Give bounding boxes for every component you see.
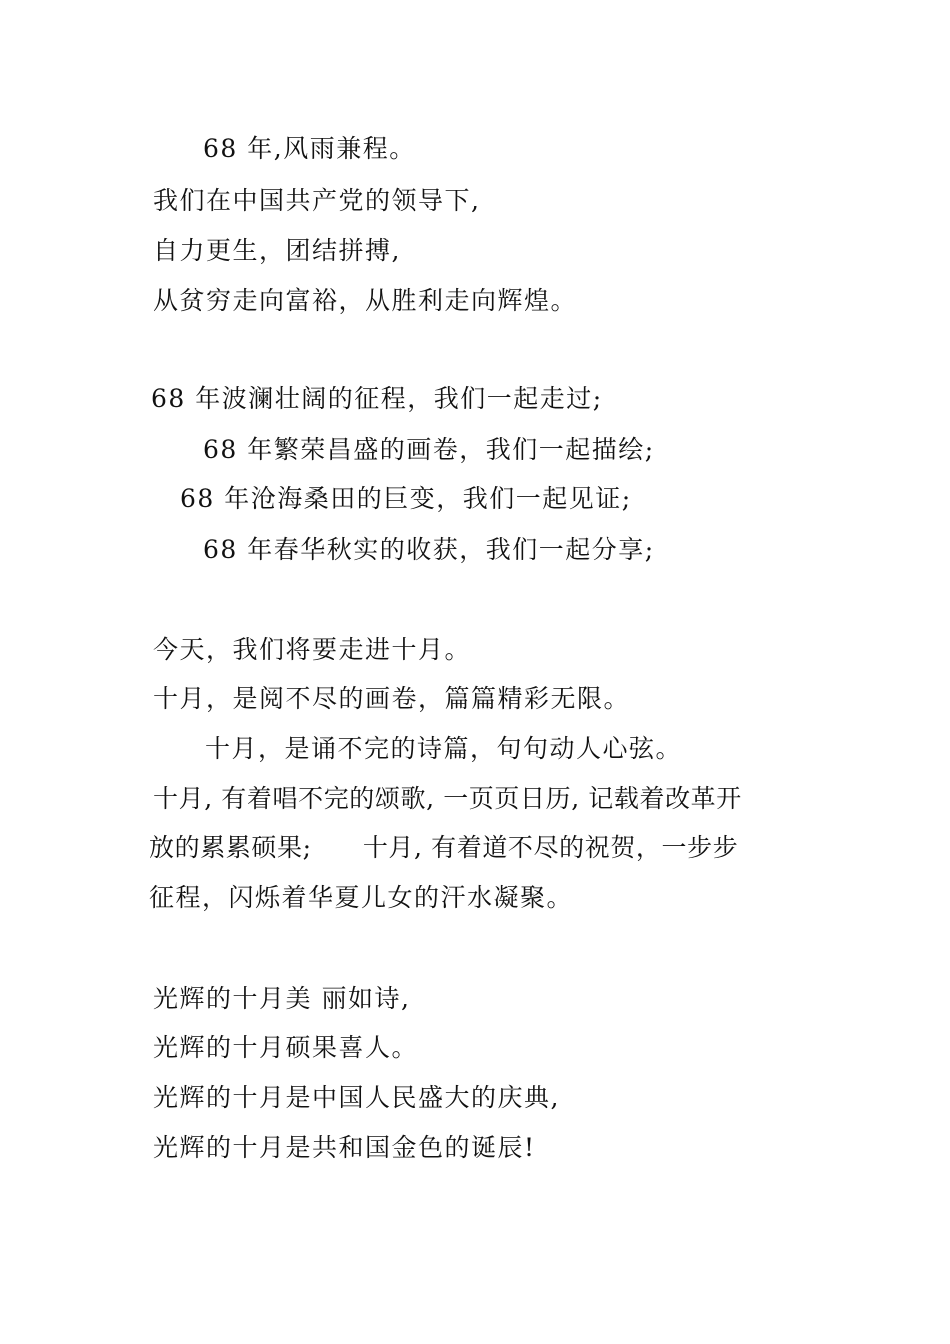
stanza1-line1: 68 年,风雨兼程。 — [203, 134, 416, 163]
stanza3-line4: 十月, 有着唱不完的颂歌, 一页页日历, 记载着改革开 — [153, 784, 742, 813]
stanza3-line3: 十月，是诵不完的诗篇，句句动人心弦。 — [205, 734, 683, 763]
stanza1-line4: 从贫穷走向富裕，从胜利走向辉煌。 — [153, 286, 578, 315]
stanza2-line1: 68 年波澜壮阔的征程，我们一起走过; — [151, 384, 603, 413]
stanza3-line6: 征程，闪烁着华夏儿女的汗水凝聚。 — [149, 883, 574, 912]
stanza2-line3: 68 年沧海桑田的巨变，我们一起见证; — [180, 484, 632, 513]
stanza3-line5: 放的累累硕果; 十月, 有着道不尽的祝贺，一步步 — [149, 833, 739, 862]
stanza4-line3: 光辉的十月是中国人民盛大的庆典, — [153, 1083, 560, 1112]
stanza3-line2: 十月，是阅不尽的画卷，篇篇精彩无限。 — [153, 684, 631, 713]
stanza4-line2: 光辉的十月硕果喜人。 — [153, 1033, 419, 1062]
stanza2-line2: 68 年繁荣昌盛的画卷，我们一起描绘; — [203, 435, 655, 464]
stanza1-line3: 自力更生，团结拼搏, — [153, 236, 401, 265]
stanza2-line4: 68 年春华秋实的收获，我们一起分享; — [203, 535, 655, 564]
stanza1-line2: 我们在中国共产党的领导下, — [153, 186, 481, 215]
stanza4-line4: 光辉的十月是共和国金色的诞辰! — [153, 1133, 536, 1162]
stanza3-line1: 今天，我们将要走进十月。 — [153, 635, 472, 664]
stanza4-line1: 光辉的十月美 丽如诗, — [153, 984, 411, 1013]
